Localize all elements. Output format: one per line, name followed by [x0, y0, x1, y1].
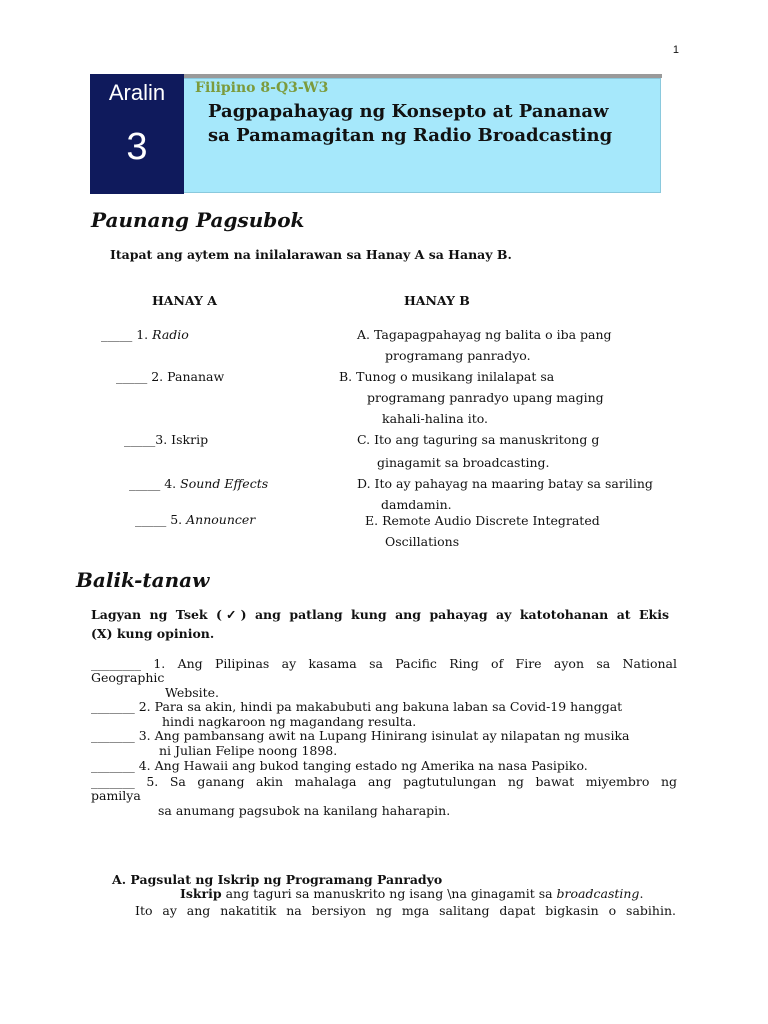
- balik-item-2-line-2: hindi nagkaroon ng magandang resulta.: [162, 714, 417, 729]
- lesson-title-line-1: Pagpapahayag ng Konsepto at Pananaw: [208, 101, 609, 122]
- balik-item-4-line-1: _______ 4. Ang Hawaii ang bukod tanging estado ng Amerika na nasa Pasipiko.: [91, 758, 588, 773]
- balik-item-3-line-2: ni Julian Felipe noong 1898.: [159, 743, 338, 758]
- subject-code: Filipino 8-Q3-W3: [195, 80, 329, 96]
- hanay-a-item-1: _____ 1. Radio: [101, 327, 189, 342]
- hanay-b-item-c-line-2: ginagamit sa broadcasting.: [377, 455, 550, 470]
- hanay-b-item-e-line-2: Oscillations: [385, 534, 460, 549]
- hanay-b-item-b-line-1: B. Tunog o musikang inilalapat sa: [339, 369, 555, 384]
- hanay-b-item-c-line-1: C. Ito ang taguring sa manuskritong g: [357, 432, 600, 447]
- balik-item-5-line-2: pamilya: [91, 788, 141, 803]
- hanay-b-item-a-line-1: A. Tagapagpahayag ng balita o iba pang: [357, 327, 612, 342]
- balik-item-5-line-1: _______ 5. Sa ganang akin mahalaga ang pagtutulungan ng bawat miyembro ng: [91, 774, 677, 789]
- section-a-heading: A. Pagsulat ng Iskrip ng Programang Panradyo: [112, 872, 443, 887]
- balik-item-2-line-1: _______ 2. Para sa akin, hindi pa makabubuti ang bakuna laban sa Covid-19 hanggat: [91, 699, 623, 714]
- hanay-b-item-d-line-1: D. Ito ay pahayag na maaring batay sa sariling: [357, 476, 653, 491]
- hanay-a-item-4: _____ 4. Sound Effects: [129, 476, 269, 491]
- hanay-a-item-5: _____ 5. Announcer: [135, 512, 256, 527]
- aralin-badge: [90, 74, 184, 194]
- balik-item-3-line-1: _______ 3. Ang pambansang awit na Lupang Hinirang isinulat ay nilapatan ng musika: [91, 728, 630, 743]
- hanay-b-item-e-line-1: E. Remote Audio Discrete Integrated: [365, 513, 600, 528]
- balik-tanaw-heading: Balik-tanaw: [76, 568, 210, 592]
- hanay-b-item-b-line-2: programang panradyo upang maging: [367, 390, 604, 405]
- balik-item-1-line-2: Geographic: [91, 670, 165, 685]
- hanay-a-item-2: _____ 2. Pananaw: [116, 369, 225, 384]
- hanay-a-item-3: _____3. Iskrip: [124, 432, 209, 447]
- balik-item-1-line-1: ________ 1. Ang Pilipinas ay kasama sa Pacific Ring of Fire ayon sa National: [91, 656, 677, 671]
- paunang-pagsubok-heading: Paunang Pagsubok: [91, 208, 305, 232]
- balik-item-1-line-3: Website.: [165, 685, 220, 700]
- paunang-instruction: Itapat ang aytem na inilalarawan sa Hanay A sa Hanay B.: [110, 247, 512, 262]
- hanay-b-item-b-line-3: kahali-halina ito.: [382, 411, 489, 426]
- hanay-b-item-a-line-2: programang panradyo.: [385, 348, 531, 363]
- section-a-definition: Iskrip ang taguri sa manuskrito ng isang \na ginagamit sa broadcasting.: [180, 886, 644, 901]
- hanay-a-header: HANAY A: [152, 293, 217, 308]
- balik-item-5-line-3: sa anumang pagsubok na kanilang haharapin.: [158, 803, 451, 818]
- lesson-title-line-2: sa Pamamagitan ng Radio Broadcasting: [208, 125, 613, 146]
- hanay-b-item-d-line-2: damdamin.: [381, 497, 452, 512]
- balik-instruction-line-1: Lagyan ng Tsek (✓) ang patlang kung ang pahayag ay katotohanan at Ekis: [91, 607, 669, 622]
- answer-blank[interactable]: _____: [101, 327, 133, 342]
- hanay-b-header: HANAY B: [404, 293, 470, 308]
- section-a-line-2: Ito ay ang nakatitik na bersiyon ng mga salitang dapat bigkasin o sabihin.: [135, 903, 676, 918]
- iskrip-term: Iskrip: [180, 886, 222, 901]
- page-number: 1: [672, 44, 679, 56]
- aralin-number: 3: [126, 126, 148, 168]
- answer-blank[interactable]: _____: [129, 476, 161, 491]
- balik-instruction-line-2: (X) kung opinion.: [91, 626, 215, 641]
- answer-blank[interactable]: _____: [124, 432, 156, 447]
- answer-blank[interactable]: _____: [135, 512, 167, 527]
- aralin-label: Aralin: [108, 80, 166, 105]
- answer-blank[interactable]: _____: [116, 369, 148, 384]
